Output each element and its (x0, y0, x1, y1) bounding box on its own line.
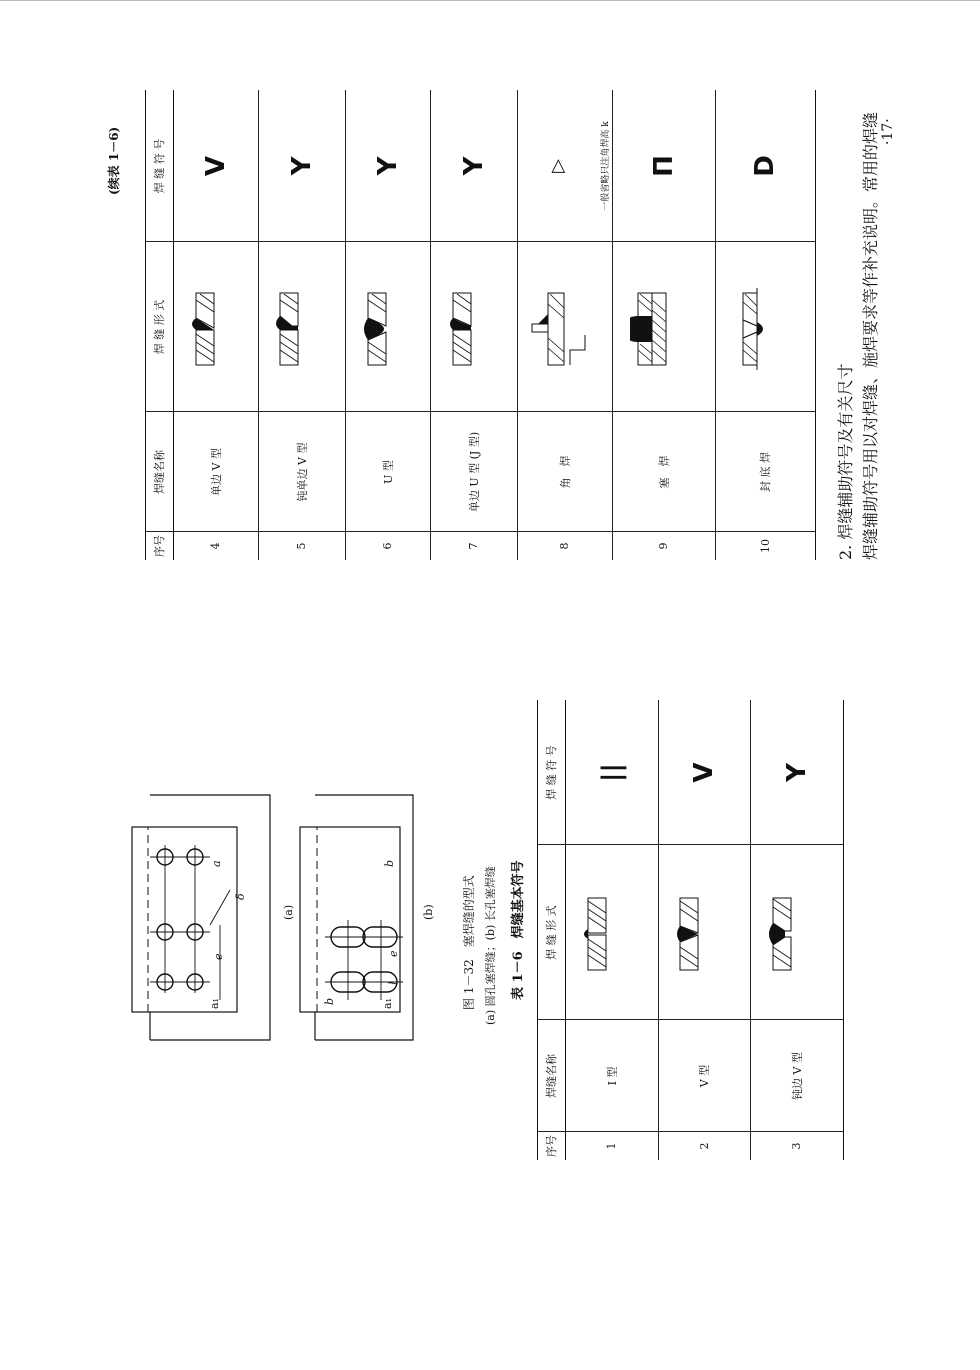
row-2-weld-form (672, 885, 736, 975)
row-4-name: 单边 V 型 (209, 448, 223, 496)
weld-form-i-drawing (580, 885, 640, 975)
row-2-name: V 型 (698, 1064, 711, 1088)
weld-form-v-drawing (672, 885, 732, 975)
dim-a1-b: a₁ (381, 998, 394, 1009)
section-heading: 2. 焊缝辅助符号及有关尺寸 (836, 363, 855, 560)
row-7-symbol: Y (458, 156, 489, 176)
dim-l: l (387, 981, 400, 985)
row-10-num: 10 (758, 539, 772, 553)
left-header-form: 焊 缝 形 式 (545, 905, 558, 960)
figure-b-drawing (295, 785, 420, 1045)
dim-b-right: b (383, 859, 396, 867)
figure-a-label: (a) (282, 904, 295, 920)
row-4-weld-form (188, 280, 252, 370)
page-number: ·17· (880, 118, 896, 145)
row-3-num: 3 (790, 1142, 803, 1150)
row-7-name: 单边 U 型 (J 型) (467, 431, 481, 513)
row-8-name: 角 焊 (558, 455, 572, 489)
dim-delta: δ (234, 893, 247, 900)
weld-form-single-y-drawing (272, 280, 332, 370)
row-1-symbol: || (596, 763, 627, 782)
row-9-weld-form (630, 280, 699, 370)
row-10-symbol: D (750, 155, 780, 177)
figure-caption: 图 1－32 塞焊缝的型式 (462, 875, 476, 1010)
weld-form-backing-drawing (735, 280, 800, 370)
left-table-bottom-rule (843, 700, 844, 1160)
row-4-symbol: V (200, 155, 231, 177)
weld-form-u-drawing (360, 280, 420, 370)
row-7-weld-form (445, 280, 509, 370)
dim-a1: a₁ (208, 998, 221, 1009)
dim-b-left: b (323, 997, 336, 1005)
row-8-symbol: ▷ (546, 159, 568, 173)
left-header-num: 序号 (545, 1135, 558, 1157)
figure-subcaption: (a) 圆孔塞焊缝；(b) 长孔塞焊缝 (484, 866, 497, 1025)
row-9-symbol: Π (648, 155, 679, 177)
row-8-note: 一般省略只注角焊高 k (601, 121, 611, 211)
row-1-name: I 型 (605, 1066, 619, 1086)
right-header-form: 焊 缝 形 式 (153, 299, 166, 355)
table-title: 表 1－6 焊缝基本符号 (511, 860, 526, 1000)
row-8-num: 8 (558, 542, 571, 550)
row-6-num: 6 (381, 542, 394, 550)
row-10-name: 封 底 焊 (759, 452, 772, 492)
row-6-name: U 型 (381, 460, 395, 484)
row-3-weld-form (765, 885, 829, 975)
dim-a: a (210, 860, 223, 867)
row-3-symbol: Y (781, 763, 812, 782)
row-10-weld-form (735, 280, 804, 370)
figure-b (295, 785, 420, 1045)
row-9-num: 9 (657, 542, 670, 550)
right-header-symbol: 焊 缝 符 号 (153, 138, 166, 194)
weld-form-y-drawing (765, 885, 825, 975)
right-table-bottom-rule (815, 90, 816, 560)
row-5-num: 5 (295, 542, 308, 550)
row-1-num: 1 (605, 1142, 618, 1150)
row-2-num: 2 (697, 1142, 711, 1150)
row-5-symbol: Y (286, 156, 317, 176)
row-4-num: 4 (209, 542, 222, 550)
row-1-weld-form (580, 885, 644, 975)
row-7-num: 7 (467, 542, 480, 550)
row-5-weld-form (272, 280, 336, 370)
row-6-weld-form (360, 280, 424, 370)
dim-e-b: e (387, 950, 400, 957)
row-6-symbol: Y (372, 156, 403, 176)
row-2-symbol: V (689, 762, 719, 783)
dim-e: e (212, 953, 225, 960)
left-header-symbol: 焊 缝 符 号 (545, 745, 558, 800)
weld-form-single-v-drawing (188, 280, 248, 370)
figure-b-label: (b) (422, 904, 435, 920)
figure-a (120, 785, 280, 1045)
row-9-name: 塞 焊 (657, 455, 671, 489)
continued-label: (续表 1－6) (107, 126, 121, 195)
weld-form-plug-drawing (630, 280, 695, 370)
left-header-name: 焊缝名称 (545, 1054, 558, 1098)
body-text: 焊缝辅助符号用以对焊缝、施焊要求等作补充说明。常用的焊缝 (861, 111, 880, 560)
right-header-name: 焊缝名称 (153, 450, 166, 494)
weld-form-fillet-drawing (530, 280, 595, 370)
row-5-name: 钝单边 V 型 (295, 442, 309, 502)
weld-form-j-drawing (445, 280, 505, 370)
row-3-name: 钝边 V 型 (790, 1052, 804, 1100)
figure-a-drawing (120, 785, 280, 1045)
row-8-weld-form (530, 280, 599, 370)
right-header-num: 序号 (153, 535, 166, 557)
